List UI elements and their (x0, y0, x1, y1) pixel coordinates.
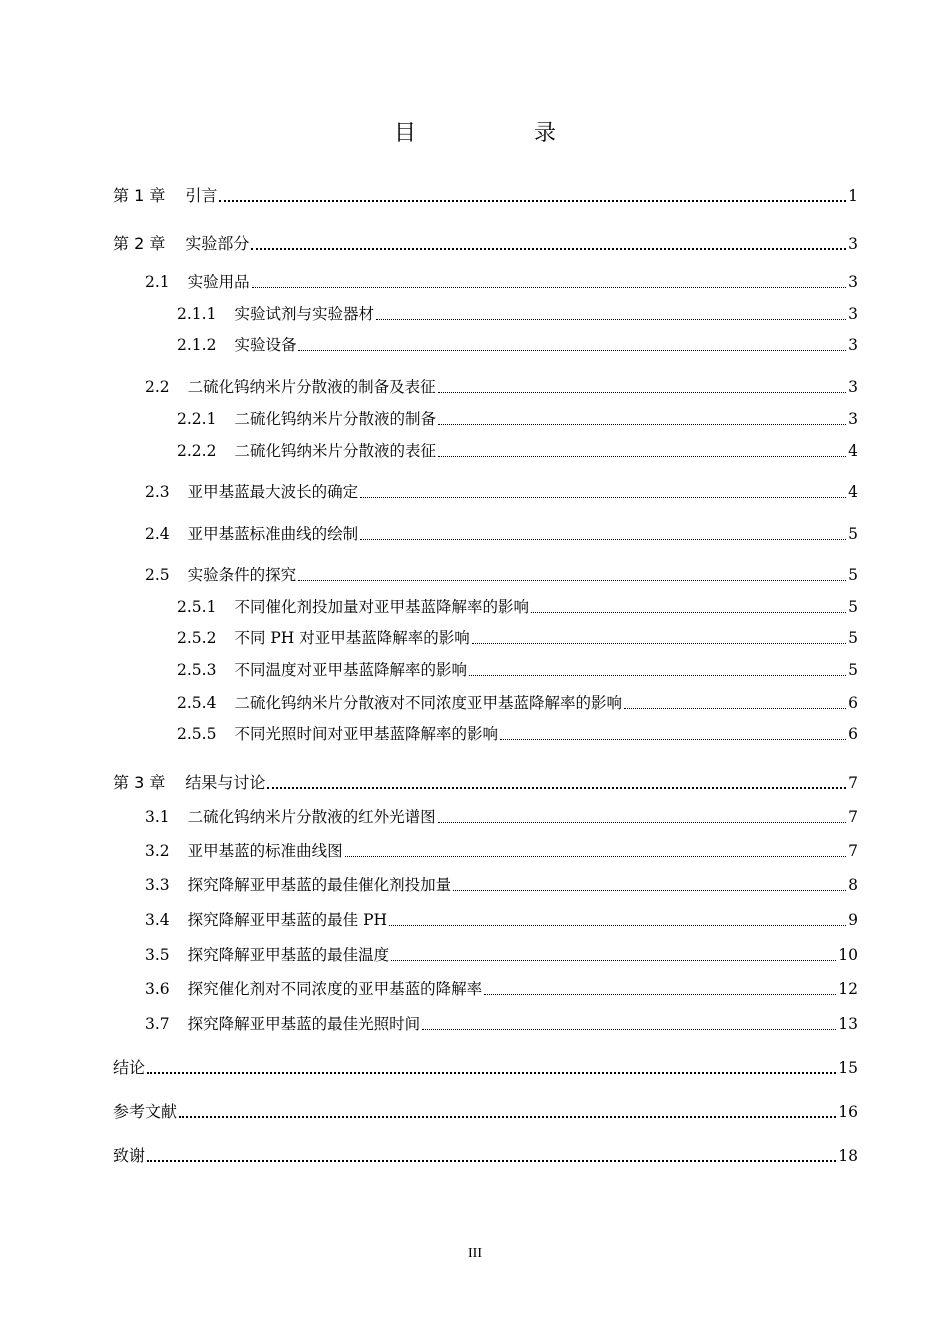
toc-entry-page: 7 (848, 774, 858, 792)
toc-entry-title: 实验设备 (234, 336, 297, 354)
dot-leader (345, 856, 846, 857)
toc-entry-title: 探究催化剂对不同浓度的亚甲基蓝的降解率 (187, 980, 483, 998)
toc-entry-number: 2.5.3 (177, 661, 217, 679)
dot-leader (251, 248, 846, 250)
toc-entry[interactable] (177, 721, 858, 745)
toc-entry[interactable] (177, 406, 858, 430)
toc-entry[interactable] (177, 332, 858, 356)
toc-entry-number: 2.5.4 (177, 694, 217, 712)
toc-entry[interactable] (145, 521, 858, 545)
toc-entry-number: 3.1 (145, 808, 170, 826)
toc-entry-page: 1 (848, 187, 858, 205)
dot-leader (531, 612, 846, 613)
dot-leader (453, 890, 846, 891)
toc-entry[interactable] (177, 301, 858, 325)
dot-leader (438, 392, 846, 393)
toc-entry[interactable] (113, 1099, 858, 1123)
toc-entry-page: 5 (848, 566, 858, 584)
toc-entry-title: 不同 PH 对亚甲基蓝降解率的影响 (234, 629, 470, 647)
toc-entry-number: 3.6 (145, 980, 170, 998)
dot-leader (376, 319, 846, 320)
dot-leader (438, 456, 846, 457)
dot-leader (484, 994, 836, 995)
toc-entry-page: 12 (838, 980, 858, 998)
toc-entry[interactable] (145, 907, 858, 931)
dot-leader (219, 200, 846, 202)
toc-entry-number: 2.1 (145, 273, 170, 291)
toc-entry[interactable] (145, 976, 858, 1000)
dot-leader (624, 708, 846, 709)
toc-entry-page: 5 (848, 598, 858, 616)
toc-entry-title: 二硫化钨纳米片分散液对不同浓度亚甲基蓝降解率的影响 (234, 694, 622, 712)
toc-entry-number: 2.5 (145, 566, 170, 584)
toc-entry-page: 9 (848, 911, 858, 929)
toc-entry-title: 引言 (185, 186, 218, 205)
page-title: 目 录 (393, 121, 604, 146)
toc-entry-page: 5 (848, 629, 858, 647)
toc-entry[interactable] (177, 690, 858, 714)
toc-entry[interactable] (145, 942, 858, 966)
toc-entry[interactable] (113, 1055, 858, 1079)
toc-entry-number: 2.3 (145, 483, 170, 501)
toc-entry-title: 亚甲基蓝标准曲线的绘制 (187, 525, 359, 543)
toc-entry-page: 5 (848, 525, 858, 543)
toc-entry-page: 8 (848, 876, 858, 894)
toc-entry-title: 不同温度对亚甲基蓝降解率的影响 (234, 661, 467, 679)
toc-entry-number: 3.4 (145, 911, 170, 929)
toc-entry-number: 3.5 (145, 946, 170, 964)
toc-entry[interactable] (177, 657, 858, 681)
toc-entry-page: 6 (848, 694, 858, 712)
toc-entry-number: 3.7 (145, 1015, 170, 1033)
dot-leader (469, 675, 846, 676)
dot-leader (422, 1029, 836, 1030)
toc-entry-title: 二硫化钨纳米片分散液的制备及表征 (187, 378, 436, 396)
toc-entry[interactable] (113, 770, 858, 794)
toc-entry-page: 4 (848, 442, 858, 460)
toc-entry[interactable] (145, 804, 858, 828)
toc-entry-title: 实验条件的探究 (187, 566, 297, 584)
toc-entry[interactable] (145, 838, 858, 862)
toc-entry-title: 探究降解亚甲基蓝的最佳 PH (187, 911, 388, 929)
toc-entry-number: 2.1.1 (177, 305, 217, 323)
dot-leader (267, 787, 846, 789)
dot-leader (360, 539, 846, 540)
toc-entry-page: 3 (848, 410, 858, 428)
toc-entry-number: 2.5.5 (177, 725, 217, 743)
toc-entry-page: 3 (848, 235, 858, 253)
toc-entry[interactable] (177, 438, 858, 462)
dot-leader (298, 350, 846, 351)
toc-entry-title: 致谢 (113, 1146, 146, 1165)
toc-entry-page: 15 (838, 1059, 858, 1077)
toc-entry-number: 2.1.2 (177, 336, 217, 354)
page-number: III (468, 1246, 482, 1261)
dot-leader (252, 287, 846, 288)
toc-entry[interactable] (145, 374, 858, 398)
toc-entry[interactable] (113, 1143, 858, 1167)
toc-entry-page: 7 (848, 808, 858, 826)
dot-leader (438, 424, 846, 425)
toc-entry-page: 3 (848, 336, 858, 354)
toc-entry-title: 实验试剂与实验器材 (234, 305, 374, 323)
toc-entry-page: 3 (848, 378, 858, 396)
toc-entry[interactable] (145, 479, 858, 503)
toc-entry-title: 二硫化钨纳米片分散液的红外光谱图 (187, 808, 436, 826)
toc-entry[interactable] (177, 594, 858, 618)
toc-entry-page: 7 (848, 842, 858, 860)
toc-entry-title: 参考文献 (113, 1102, 178, 1121)
toc-entry-page: 16 (838, 1103, 858, 1121)
toc-entry[interactable] (145, 872, 858, 896)
toc-entry[interactable] (145, 562, 858, 586)
toc-entry-page: 10 (838, 946, 858, 964)
dot-leader (179, 1116, 836, 1118)
toc-entry-title: 亚甲基蓝的标准曲线图 (187, 842, 343, 860)
toc-entry-title: 实验用品 (187, 273, 250, 291)
toc-entry-number: 2.5.2 (177, 629, 217, 647)
toc-entry-page: 18 (838, 1147, 858, 1165)
toc-entry[interactable] (145, 1011, 858, 1035)
toc-entry-number: 2.2.1 (177, 410, 217, 428)
dot-leader (389, 925, 846, 926)
toc-entry-title: 亚甲基蓝最大波长的确定 (187, 483, 359, 501)
toc-entry-number: 2.2 (145, 378, 170, 396)
toc-entry-title: 探究降解亚甲基蓝的最佳催化剂投加量 (187, 876, 452, 894)
toc-entry-page: 6 (848, 725, 858, 743)
dot-leader (147, 1072, 836, 1074)
dot-leader (298, 580, 846, 581)
toc-entry-page: 13 (838, 1015, 858, 1033)
toc-entry-title: 不同催化剂投加量对亚甲基蓝降解率的影响 (234, 598, 529, 616)
toc-entry-page: 3 (848, 305, 858, 323)
toc-entry-number: 3.2 (145, 842, 170, 860)
toc-entry-number: 第 3 章 (113, 773, 166, 792)
toc-entry-number: 第 1 章 (113, 186, 166, 205)
dot-leader (472, 643, 846, 644)
toc-entry-number: 2.4 (145, 525, 170, 543)
toc-entry-title: 探究降解亚甲基蓝的最佳温度 (187, 946, 390, 964)
toc-entry-title: 二硫化钨纳米片分散液的表征 (234, 442, 436, 460)
dot-leader (500, 739, 846, 740)
dot-leader (147, 1160, 836, 1162)
toc-entry-title: 不同光照时间对亚甲基蓝降解率的影响 (234, 725, 498, 743)
dot-leader (360, 497, 846, 498)
toc-entry-title: 结果与讨论 (185, 773, 266, 792)
toc-entry-number: 3.3 (145, 876, 170, 894)
toc-entry-number: 2.5.1 (177, 598, 217, 616)
toc-entry-title: 探究降解亚甲基蓝的最佳光照时间 (187, 1015, 421, 1033)
toc-entry[interactable] (177, 625, 858, 649)
toc-entry[interactable] (113, 183, 858, 207)
dot-leader (438, 822, 846, 823)
toc-entry-title: 实验部分 (185, 234, 250, 253)
toc-entry-title: 二硫化钨纳米片分散液的制备 (234, 410, 436, 428)
toc-entry-title: 结论 (113, 1058, 146, 1077)
toc-entry-number: 2.2.2 (177, 442, 217, 460)
dot-leader (391, 960, 836, 961)
toc-entry-page: 5 (848, 661, 858, 679)
toc-entry-number: 第 2 章 (113, 234, 166, 253)
toc-entry-page: 4 (848, 483, 858, 501)
toc-entry-page: 3 (848, 273, 858, 291)
toc-entry[interactable] (145, 269, 858, 293)
toc-entry[interactable] (113, 231, 858, 255)
